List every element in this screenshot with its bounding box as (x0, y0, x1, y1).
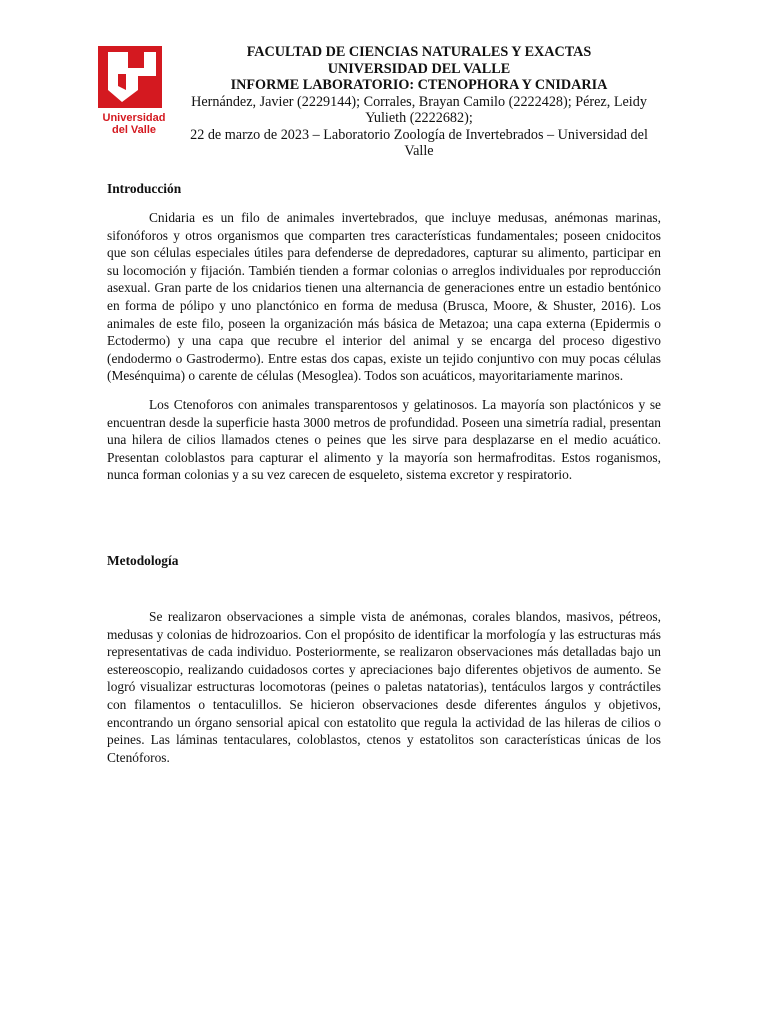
report-title: INFORME LABORATORIO: CTENOPHORA Y CNIDARIA (230, 77, 608, 93)
logo-text-line1: Universidad (102, 112, 166, 124)
section-title-metodologia: Metodología (107, 553, 179, 568)
logo-text-line2: del Valle (111, 124, 157, 136)
date-line: 22 de marzo de 2023 – Laboratorio Zoología de Invertebrados – Universidad del Valle (190, 126, 648, 159)
university-title: UNIVERSIDAD DEL VALLE (327, 60, 511, 77)
method-paragraph-1: Se realizaron observaciones a simple vista de anémonas, corales blandos, masivos, pétreos, medusas y colonias de hidrozoarios. Con el propósito de identificar la morfología y las estructuras más representativas de cada individuo. Posteriormente, se realizaron observaciones más detalladas bajo un estereoscopio, realizando cuidadosos cortes y apreciaciones bajo diferentes objetivos de aumento. Se logró visualizar estructuras locomotoras (peines o paletas natatorias), tentáculos largos y contráctiles con filamentos o tentaculillos. Se hicieron observaciones desde diferentes ángulos y objetivos, encontrando un órgano sensorial apical con estatolito que regula la actividad de las hileras de cilios o peines. Las láminas tentaculares, coloblastos, ctenos y estatolitos son características únicas de los Ctenóforos. (107, 609, 661, 765)
faculty-title: FACULTAD DE CIENCIAS NATURALES Y EXACTAS (246, 44, 592, 60)
intro-paragraph-1: Cnidaria es un filo de animales invertebrados, que incluye medusas, anémonas marinas, sifonóforos y otros organismos que comparten tres características fundamentales; poseen cnidocitos que son células especiales útiles para defenderse de depredadores, capturar su alimento, participar en su locomoción y fijación. También tienden a formar colonias o arreglos individuales por reproducción asexual. Gran parte de los cnidarios tienen una alternancia de generaciones entre un estadio bentónico en forma de pólipo y uno planctónico en forma de medusa (Brusca, Moore, & Shuster, 2016). Los animales de este filo, poseen la organización más básica de Metazoa; una capa externa (Epidermis o Ectodermo) y una capa que recubre el interior del animal y se encarga del proceso digestivo (endodermo o Gastrodermo). Entre estas dos capas, existe un tejido conjuntivo con muy pocas células (Mesénquima) o carente de células (Mesoglea). Todos son acuáticos, mayoritariamente marinos. (107, 210, 661, 384)
logo-emblem-icon (98, 46, 170, 110)
section-title-introduccion: Introducción (107, 181, 182, 196)
authors-line: Hernández, Javier (2229144); Corrales, Brayan Camilo (2222428); Pérez, Leidy Yulieth (2222682); (191, 93, 647, 126)
university-logo (98, 46, 170, 142)
intro-paragraph-2: Los Ctenoforos con animales transparentosos y gelatinosos. La mayoría son plactónicos y se encuentran desde la superficie hasta 3000 metros de profundidad. Poseen una simetría radial, presentan una hilera de cilios llamados ctenes o peines que les sirve para desplazarse en el medio acuático. Presentan coloblastos para capturar el alimento y la mayoría son hermafroditas. Estos roganismos, nunca forman colonias y a su vez carecen de esqueleto, sistema excretor y respiratorio. (107, 397, 661, 483)
document-header (180, 44, 658, 160)
